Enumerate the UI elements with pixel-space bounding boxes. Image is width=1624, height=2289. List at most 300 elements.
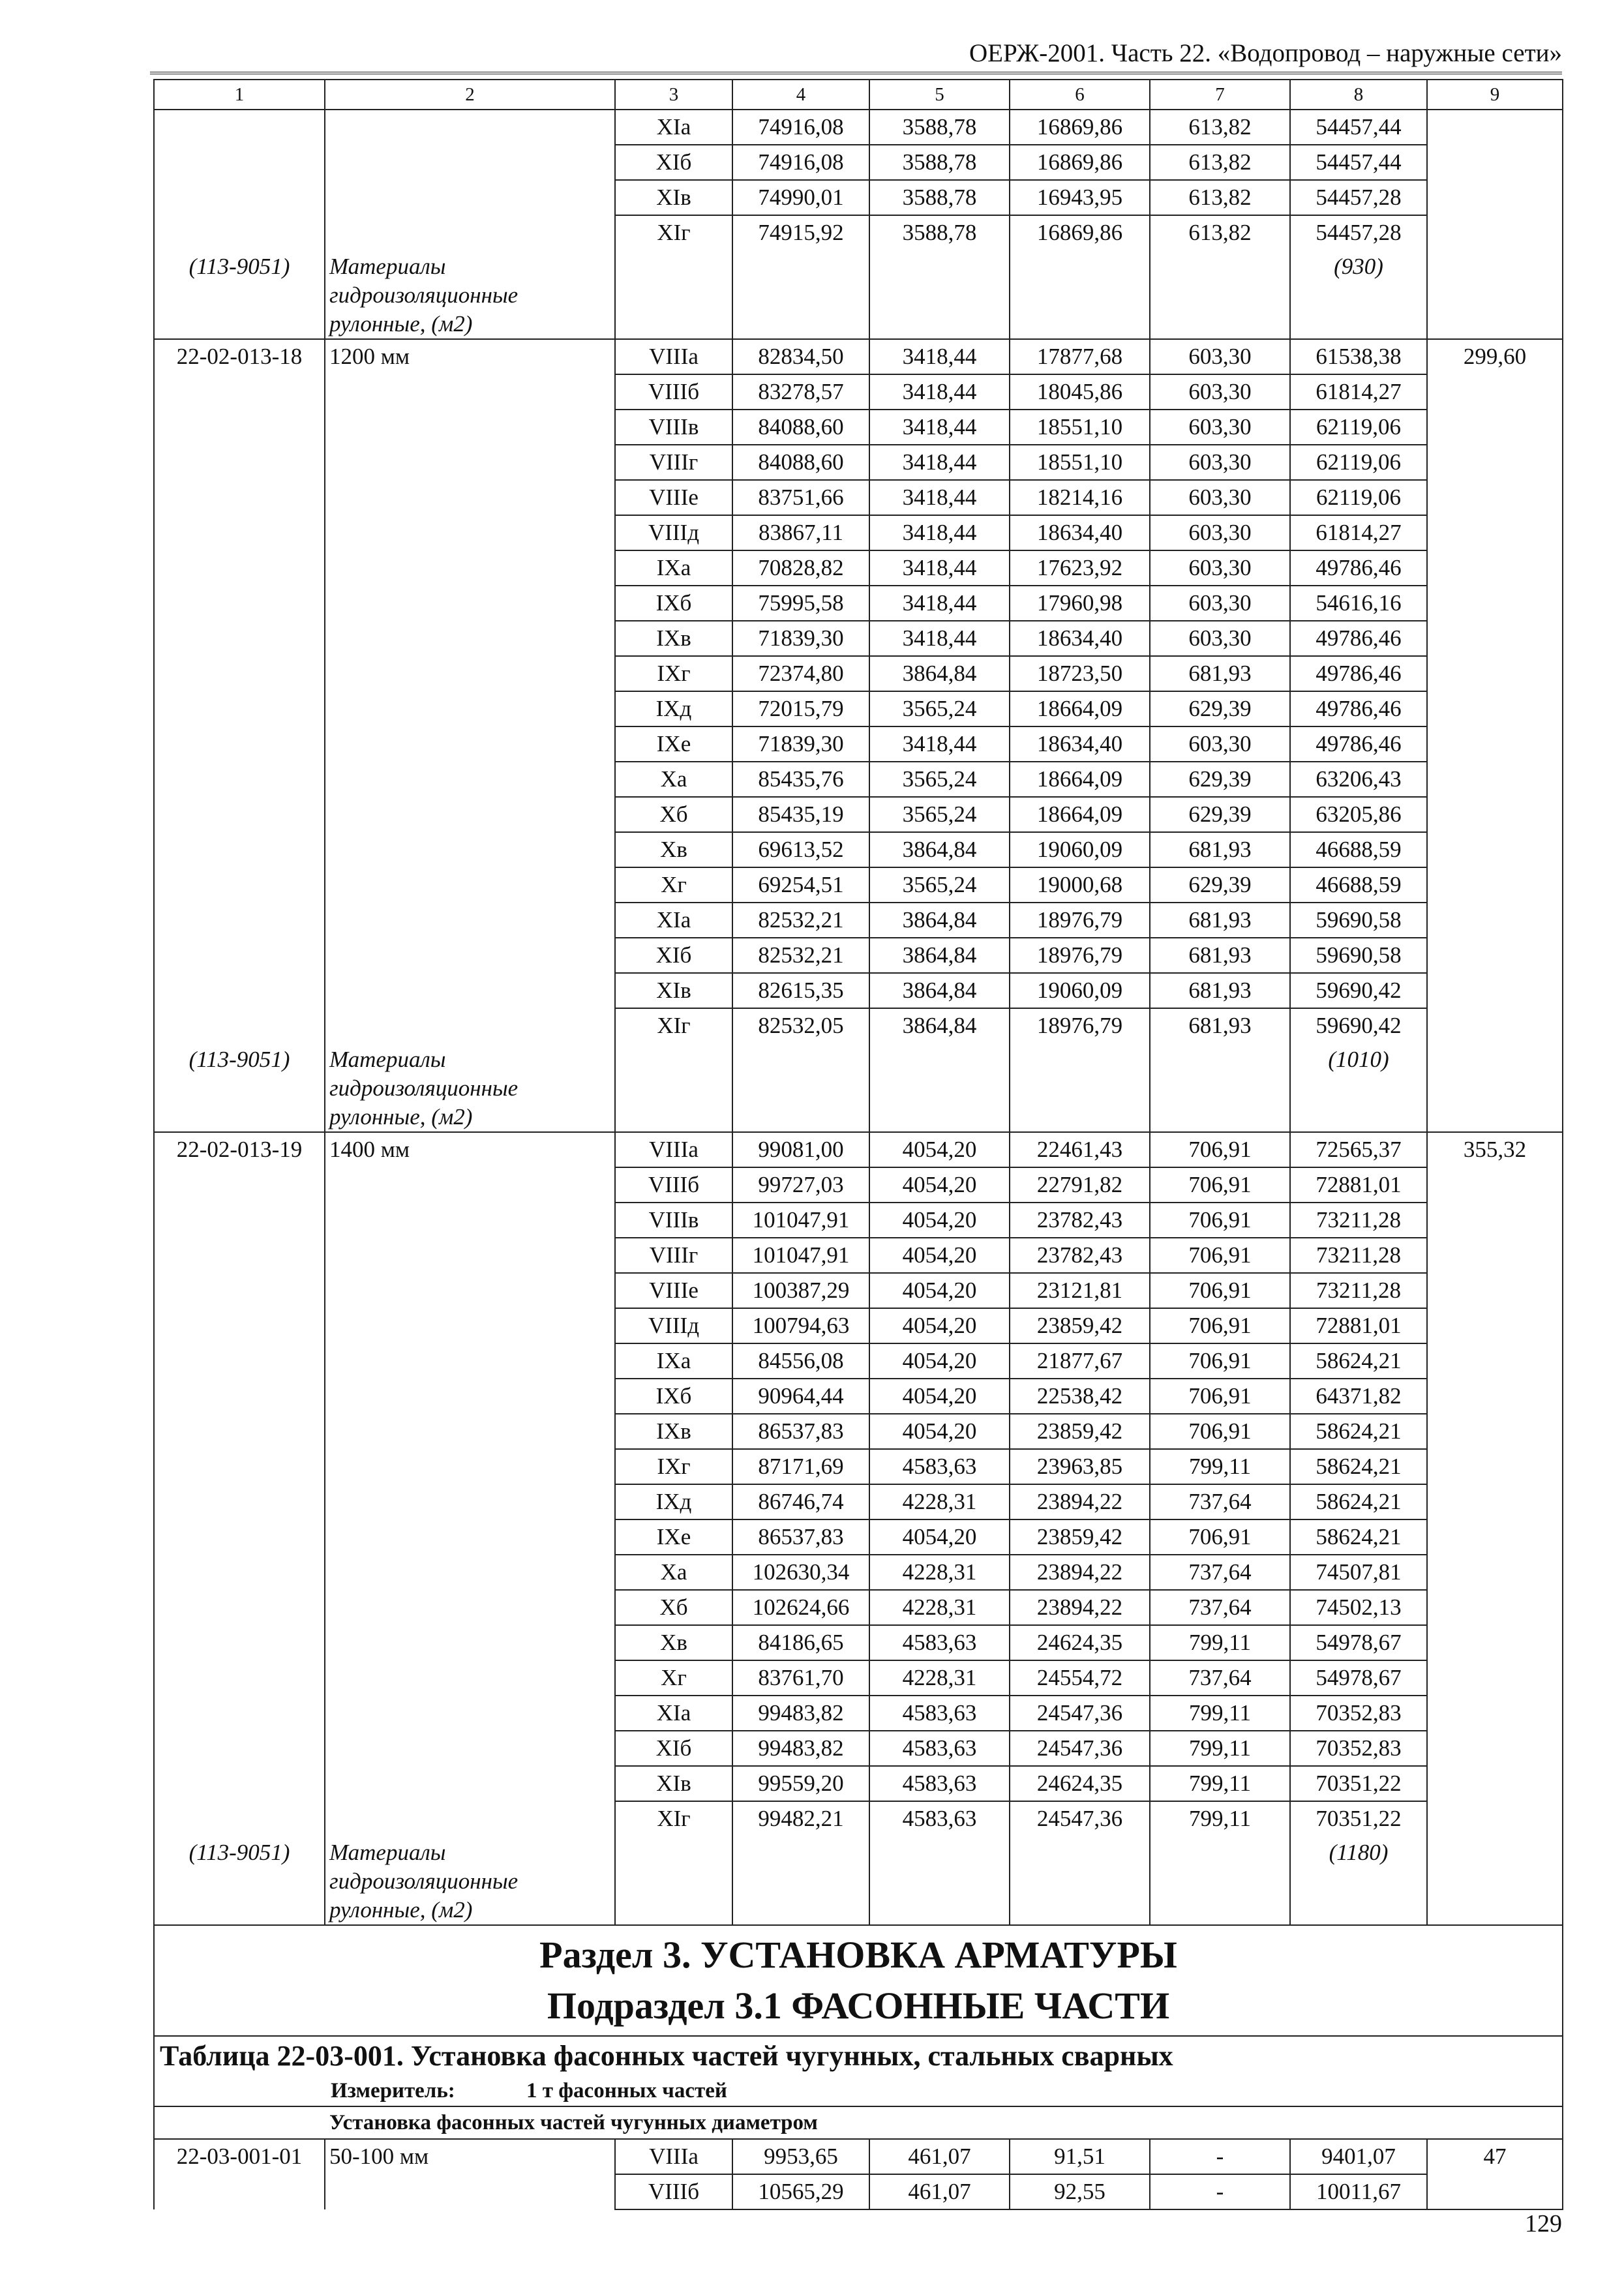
operator-wage: 706,91 xyxy=(1150,1167,1290,1203)
material-cost: 58624,21 xyxy=(1290,1343,1427,1379)
zone-code: VIIIд xyxy=(615,515,732,550)
operator-wage: 613,82 xyxy=(1150,215,1290,250)
column-number: 8 xyxy=(1290,80,1427,110)
labor-cost: 3864,84 xyxy=(869,903,1010,938)
material-cost: 72881,01 xyxy=(1290,1308,1427,1343)
table-title-row xyxy=(154,2036,1563,2106)
operator-wage: 629,39 xyxy=(1150,691,1290,726)
material-cost: 49786,46 xyxy=(1290,691,1427,726)
zone-code: VIIIа xyxy=(615,1132,732,1167)
direct-cost: 83751,66 xyxy=(732,480,869,515)
material-row xyxy=(154,250,1563,339)
material-cost: 72881,01 xyxy=(1290,1167,1427,1203)
machine-cost: 23782,43 xyxy=(1010,1238,1150,1273)
labor-cost: 4583,63 xyxy=(869,1449,1010,1484)
zone-code: IXа xyxy=(615,1343,732,1379)
material-cost: 46688,59 xyxy=(1290,832,1427,867)
zone-code: XIг xyxy=(615,1008,732,1043)
zone-code: IXе xyxy=(615,726,732,762)
machine-cost: 18634,40 xyxy=(1010,515,1150,550)
direct-cost: 82834,50 xyxy=(732,339,869,374)
direct-cost: 87171,69 xyxy=(732,1449,869,1484)
direct-cost: 84088,60 xyxy=(732,445,869,480)
labor-hours: 355,32 xyxy=(1427,1132,1563,1925)
column-number: 9 xyxy=(1427,80,1563,110)
empty-cell xyxy=(732,250,869,339)
operator-wage: 681,93 xyxy=(1150,938,1290,973)
material-cost: 70351,22 xyxy=(1290,1766,1427,1801)
column-number: 2 xyxy=(325,80,615,110)
machine-cost: 23859,42 xyxy=(1010,1414,1150,1449)
machine-cost: 23859,42 xyxy=(1010,1308,1150,1343)
zone-code: IXе xyxy=(615,1519,732,1555)
column-number: 7 xyxy=(1150,80,1290,110)
material-cost: 64371,82 xyxy=(1290,1379,1427,1414)
zone-code: Xг xyxy=(615,867,732,903)
machine-cost: 19060,09 xyxy=(1010,832,1150,867)
subsection-title-text: Подраздел 3.1 ФАСОННЫЕ ЧАСТИ xyxy=(547,1984,1170,2027)
machine-cost: 24554,72 xyxy=(1010,1660,1150,1696)
zone-code: XIв xyxy=(615,1766,732,1801)
operator-wage: 681,93 xyxy=(1150,973,1290,1008)
zone-code: IXб xyxy=(615,1379,732,1414)
direct-cost: 82532,21 xyxy=(732,903,869,938)
rate-code: 22-03-001-01 xyxy=(154,2139,325,2209)
zone-code: Xв xyxy=(615,1625,732,1660)
empty-cell xyxy=(869,1043,1010,1132)
direct-cost: 82615,35 xyxy=(732,973,869,1008)
labor-hours: 299,60 xyxy=(1427,339,1563,1132)
machine-cost: 22538,42 xyxy=(1010,1379,1150,1414)
labor-cost: 3418,44 xyxy=(869,410,1010,445)
empty-cell xyxy=(1010,1043,1150,1132)
table-title-cell xyxy=(154,2036,1563,2106)
page-number: 129 xyxy=(1525,2210,1562,2237)
empty-cell xyxy=(1010,250,1150,339)
material-code: (113-9051) xyxy=(154,1043,325,1132)
operator-wage: 603,30 xyxy=(1150,339,1290,374)
direct-cost: 82532,05 xyxy=(732,1008,869,1043)
zone-code: XIб xyxy=(615,1731,732,1766)
direct-cost: 70828,82 xyxy=(732,550,869,586)
material-cost: 70352,83 xyxy=(1290,1731,1427,1766)
zone-code: Xб xyxy=(615,797,732,832)
machine-cost: 23963,85 xyxy=(1010,1449,1150,1484)
operator-wage: 799,11 xyxy=(1150,1766,1290,1801)
machine-cost: 18664,09 xyxy=(1010,691,1150,726)
machine-cost: 18664,09 xyxy=(1010,797,1150,832)
labor-cost: 4583,63 xyxy=(869,1625,1010,1660)
zone-code: VIIIе xyxy=(615,1273,732,1308)
material-cost: 54616,16 xyxy=(1290,586,1427,621)
labor-cost: 4583,63 xyxy=(869,1696,1010,1731)
zone-code: VIIIа xyxy=(615,339,732,374)
zone-code: IXб xyxy=(615,586,732,621)
direct-cost: 72374,80 xyxy=(732,656,869,691)
material-cost: 61538,38 xyxy=(1290,339,1427,374)
labor-cost: 4054,20 xyxy=(869,1167,1010,1203)
operator-wage: 737,64 xyxy=(1150,1484,1290,1519)
zone-code: XIа xyxy=(615,903,732,938)
labor-cost: 3418,44 xyxy=(869,726,1010,762)
material-cost: 59690,58 xyxy=(1290,903,1427,938)
material-cost: 54978,67 xyxy=(1290,1660,1427,1696)
material-cost: 74507,81 xyxy=(1290,1555,1427,1590)
rate-name: 1400 мм xyxy=(325,1132,615,1836)
labor-cost: 3418,44 xyxy=(869,550,1010,586)
material-cost: 58624,21 xyxy=(1290,1449,1427,1484)
machine-cost: 24547,36 xyxy=(1010,1801,1150,1836)
material-cost: 58624,21 xyxy=(1290,1484,1427,1519)
zone-code: Xг xyxy=(615,1660,732,1696)
material-cost: 59690,42 xyxy=(1290,1008,1427,1043)
operator-wage: 681,93 xyxy=(1150,903,1290,938)
column-number: 6 xyxy=(1010,80,1150,110)
labor-cost: 4583,63 xyxy=(869,1801,1010,1836)
machine-cost: 23894,22 xyxy=(1010,1555,1150,1590)
material-cost: 58624,21 xyxy=(1290,1519,1427,1555)
direct-cost: 74916,08 xyxy=(732,110,869,145)
operator-wage: 603,30 xyxy=(1150,726,1290,762)
machine-cost: 16943,95 xyxy=(1010,180,1150,215)
section-title xyxy=(154,1925,1563,2036)
operator-wage: 603,30 xyxy=(1150,374,1290,410)
material-cost: 59690,42 xyxy=(1290,973,1427,1008)
direct-cost: 74990,01 xyxy=(732,180,869,215)
machine-cost: 18634,40 xyxy=(1010,726,1150,762)
operator-wage: 681,93 xyxy=(1150,832,1290,867)
labor-cost: 461,07 xyxy=(869,2174,1010,2209)
operator-wage: 706,91 xyxy=(1150,1414,1290,1449)
material-name: Материалы гидроизоляционные рулонные, (м2) xyxy=(325,1043,615,1132)
direct-cost: 71839,30 xyxy=(732,621,869,656)
labor-cost: 4054,20 xyxy=(869,1273,1010,1308)
material-cost: 73211,28 xyxy=(1290,1203,1427,1238)
empty-cell xyxy=(869,1836,1010,1925)
rates-table-container xyxy=(153,79,1562,2210)
material-row xyxy=(154,1836,1563,1925)
zone-code: Xа xyxy=(615,762,732,797)
labor-cost: 4054,20 xyxy=(869,1414,1010,1449)
direct-cost: 82532,21 xyxy=(732,938,869,973)
empty-cell xyxy=(615,1836,732,1925)
machine-cost: 24547,36 xyxy=(1010,1696,1150,1731)
labor-cost: 3864,84 xyxy=(869,656,1010,691)
machine-cost: 16869,86 xyxy=(1010,110,1150,145)
empty-cell xyxy=(1010,1836,1150,1925)
rates-table xyxy=(153,79,1563,2210)
operator-wage: 706,91 xyxy=(1150,1238,1290,1273)
machine-cost: 17960,98 xyxy=(1010,586,1150,621)
machine-cost: 16869,86 xyxy=(1010,145,1150,180)
operator-wage: 799,11 xyxy=(1150,1449,1290,1484)
zone-code: XIв xyxy=(615,180,732,215)
machine-cost: 92,55 xyxy=(1010,2174,1150,2209)
zone-code: Xб xyxy=(615,1590,732,1625)
material-quantity: (1010) xyxy=(1290,1043,1427,1132)
material-code: (113-9051) xyxy=(154,250,325,339)
labor-cost: 461,07 xyxy=(869,2139,1010,2174)
zone-code: Xв xyxy=(615,832,732,867)
rate-code xyxy=(154,110,325,250)
machine-cost: 23782,43 xyxy=(1010,1203,1150,1238)
zone-code: VIIIб xyxy=(615,374,732,410)
zone-code: XIг xyxy=(615,215,732,250)
labor-cost: 3864,84 xyxy=(869,938,1010,973)
machine-cost: 21877,67 xyxy=(1010,1343,1150,1379)
direct-cost: 84186,65 xyxy=(732,1625,869,1660)
operator-wage: 603,30 xyxy=(1150,445,1290,480)
direct-cost: 99483,82 xyxy=(732,1731,869,1766)
column-number: 3 xyxy=(615,80,732,110)
labor-cost: 4054,20 xyxy=(869,1132,1010,1167)
labor-cost: 3864,84 xyxy=(869,832,1010,867)
operator-wage: 603,30 xyxy=(1150,515,1290,550)
rate-code: 22-02-013-19 xyxy=(154,1132,325,1836)
operator-wage: 629,39 xyxy=(1150,867,1290,903)
zone-code: VIIIб xyxy=(615,1167,732,1203)
labor-cost: 4054,20 xyxy=(869,1343,1010,1379)
material-cost: 58624,21 xyxy=(1290,1414,1427,1449)
labor-cost: 3588,78 xyxy=(869,215,1010,250)
machine-cost: 18976,79 xyxy=(1010,938,1150,973)
direct-cost: 85435,76 xyxy=(732,762,869,797)
machine-cost: 18214,16 xyxy=(1010,480,1150,515)
empty-cell xyxy=(732,1836,869,1925)
material-cost: 54457,44 xyxy=(1290,145,1427,180)
operator-wage: 603,30 xyxy=(1150,550,1290,586)
zone-code: IXд xyxy=(615,691,732,726)
section-title-row xyxy=(154,1925,1563,2036)
labor-cost: 3864,84 xyxy=(869,1008,1010,1043)
material-quantity: (930) xyxy=(1290,250,1427,339)
direct-cost: 9953,65 xyxy=(732,2139,869,2174)
machine-cost: 18723,50 xyxy=(1010,656,1150,691)
operator-wage: 613,82 xyxy=(1150,110,1290,145)
zone-code: VIIIе xyxy=(615,480,732,515)
direct-cost: 74916,08 xyxy=(732,145,869,180)
table-row xyxy=(154,1132,1563,1167)
direct-cost: 99727,03 xyxy=(732,1167,869,1203)
column-number: 4 xyxy=(732,80,869,110)
rate-name xyxy=(325,110,615,250)
labor-cost: 4583,63 xyxy=(869,1766,1010,1801)
material-cost: 74502,13 xyxy=(1290,1590,1427,1625)
material-name: Материалы гидроизоляционные рулонные, (м2) xyxy=(325,250,615,339)
material-cost: 59690,58 xyxy=(1290,938,1427,973)
measure-line xyxy=(160,2076,1558,2106)
operator-wage: 737,64 xyxy=(1150,1660,1290,1696)
material-cost: 70351,22 xyxy=(1290,1801,1427,1836)
material-code: (113-9051) xyxy=(154,1836,325,1925)
labor-cost: 4054,20 xyxy=(869,1238,1010,1273)
labor-cost: 3418,44 xyxy=(869,445,1010,480)
zone-code: VIIIг xyxy=(615,445,732,480)
operator-wage: 613,82 xyxy=(1150,180,1290,215)
operator-wage: 613,82 xyxy=(1150,145,1290,180)
machine-cost: 19060,09 xyxy=(1010,973,1150,1008)
labor-cost: 4054,20 xyxy=(869,1379,1010,1414)
material-cost: 61814,27 xyxy=(1290,374,1427,410)
material-cost: 62119,06 xyxy=(1290,410,1427,445)
empty-cell xyxy=(869,250,1010,339)
operator-wage: 737,64 xyxy=(1150,1555,1290,1590)
machine-cost: 18551,10 xyxy=(1010,410,1150,445)
zone-code: IXд xyxy=(615,1484,732,1519)
material-cost: 54457,28 xyxy=(1290,215,1427,250)
operator-wage: - xyxy=(1150,2139,1290,2174)
operator-wage: 681,93 xyxy=(1150,1008,1290,1043)
operator-wage: 706,91 xyxy=(1150,1343,1290,1379)
material-cost: 49786,46 xyxy=(1290,726,1427,762)
direct-cost: 69254,51 xyxy=(732,867,869,903)
labor-cost: 4228,31 xyxy=(869,1660,1010,1696)
direct-cost: 102630,34 xyxy=(732,1555,869,1590)
zone-code: XIг xyxy=(615,1801,732,1836)
zone-code: IXв xyxy=(615,1414,732,1449)
material-row xyxy=(154,1043,1563,1132)
zone-code: VIIIв xyxy=(615,410,732,445)
material-cost: 46688,59 xyxy=(1290,867,1427,903)
operator-wage: 799,11 xyxy=(1150,1625,1290,1660)
zone-code: XIв xyxy=(615,973,732,1008)
zone-code: VIIIв xyxy=(615,1203,732,1238)
material-cost: 10011,67 xyxy=(1290,2174,1427,2209)
labor-cost: 4228,31 xyxy=(869,1590,1010,1625)
empty-cell xyxy=(615,1043,732,1132)
zone-code: Xа xyxy=(615,1555,732,1590)
labor-cost: 3418,44 xyxy=(869,339,1010,374)
machine-cost: 22791,82 xyxy=(1010,1167,1150,1203)
labor-cost: 3565,24 xyxy=(869,867,1010,903)
zone-code: VIIIб xyxy=(615,2174,732,2209)
machine-cost: 24547,36 xyxy=(1010,1731,1150,1766)
operator-wage: 706,91 xyxy=(1150,1519,1290,1555)
page-header: ОЕРЖ-2001. Часть 22. «Водопровод – наружные сети» xyxy=(150,33,1562,74)
empty-cell xyxy=(615,250,732,339)
labor-cost: 3418,44 xyxy=(869,374,1010,410)
operator-wage: 706,91 xyxy=(1150,1203,1290,1238)
direct-cost: 75995,58 xyxy=(732,586,869,621)
material-cost: 54978,67 xyxy=(1290,1625,1427,1660)
direct-cost: 100387,29 xyxy=(732,1273,869,1308)
material-cost: 62119,06 xyxy=(1290,445,1427,480)
column-number-row xyxy=(154,80,1563,110)
direct-cost: 86746,74 xyxy=(732,1484,869,1519)
subheading: Установка фасонных частей чугунных диаметром xyxy=(154,2106,1563,2139)
operator-wage: 603,30 xyxy=(1150,410,1290,445)
empty-cell xyxy=(1150,250,1290,339)
labor-cost: 4583,63 xyxy=(869,1731,1010,1766)
machine-cost: 17877,68 xyxy=(1010,339,1150,374)
machine-cost: 18634,40 xyxy=(1010,621,1150,656)
material-cost: 70352,83 xyxy=(1290,1696,1427,1731)
labor-cost: 3864,84 xyxy=(869,973,1010,1008)
direct-cost: 83867,11 xyxy=(732,515,869,550)
direct-cost: 74915,92 xyxy=(732,215,869,250)
column-number: 1 xyxy=(154,80,325,110)
material-cost: 63206,43 xyxy=(1290,762,1427,797)
table-row xyxy=(154,2139,1563,2174)
direct-cost: 72015,79 xyxy=(732,691,869,726)
zone-code: XIа xyxy=(615,1696,732,1731)
labor-cost: 3418,44 xyxy=(869,515,1010,550)
table-row xyxy=(154,110,1563,145)
direct-cost: 90964,44 xyxy=(732,1379,869,1414)
machine-cost: 18976,79 xyxy=(1010,1008,1150,1043)
zone-code: XIб xyxy=(615,145,732,180)
material-name: Материалы гидроизоляционные рулонные, (м2) xyxy=(325,1836,615,1925)
operator-wage: 681,93 xyxy=(1150,656,1290,691)
machine-cost: 19000,68 xyxy=(1010,867,1150,903)
direct-cost: 99482,21 xyxy=(732,1801,869,1836)
section-title-text: Раздел 3. УСТАНОВКА АРМАТУРЫ xyxy=(539,1934,1177,1976)
machine-cost: 23894,22 xyxy=(1010,1484,1150,1519)
operator-wage: 706,91 xyxy=(1150,1308,1290,1343)
direct-cost: 69613,52 xyxy=(732,832,869,867)
labor-cost: 3588,78 xyxy=(869,110,1010,145)
direct-cost: 101047,91 xyxy=(732,1203,869,1238)
material-cost: 54457,44 xyxy=(1290,110,1427,145)
operator-wage: 706,91 xyxy=(1150,1132,1290,1167)
labor-cost: 4054,20 xyxy=(869,1203,1010,1238)
direct-cost: 99483,82 xyxy=(732,1696,869,1731)
material-cost: 54457,28 xyxy=(1290,180,1427,215)
operator-wage: 629,39 xyxy=(1150,797,1290,832)
direct-cost: 102624,66 xyxy=(732,1590,869,1625)
direct-cost: 71839,30 xyxy=(732,726,869,762)
direct-cost: 86537,83 xyxy=(732,1519,869,1555)
material-cost: 49786,46 xyxy=(1290,621,1427,656)
operator-wage: 706,91 xyxy=(1150,1273,1290,1308)
labor-cost: 4228,31 xyxy=(869,1555,1010,1590)
labor-cost: 4054,20 xyxy=(869,1519,1010,1555)
labor-cost: 3565,24 xyxy=(869,691,1010,726)
zone-code: IXг xyxy=(615,1449,732,1484)
zone-code: XIб xyxy=(615,938,732,973)
operator-wage: 737,64 xyxy=(1150,1590,1290,1625)
subheading-row xyxy=(154,2106,1563,2139)
machine-cost: 22461,43 xyxy=(1010,1132,1150,1167)
material-cost: 9401,07 xyxy=(1290,2139,1427,2174)
machine-cost: 24624,35 xyxy=(1010,1625,1150,1660)
empty-cell xyxy=(1150,1043,1290,1132)
operator-wage: 629,39 xyxy=(1150,762,1290,797)
labor-cost: 3565,24 xyxy=(869,762,1010,797)
machine-cost: 18976,79 xyxy=(1010,903,1150,938)
machine-cost: 16869,86 xyxy=(1010,215,1150,250)
material-cost: 49786,46 xyxy=(1290,550,1427,586)
direct-cost: 83278,57 xyxy=(732,374,869,410)
zone-code: XIа xyxy=(615,110,732,145)
direct-cost: 100794,63 xyxy=(732,1308,869,1343)
direct-cost: 85435,19 xyxy=(732,797,869,832)
rate-name: 50-100 мм xyxy=(325,2139,615,2209)
zone-code: IXв xyxy=(615,621,732,656)
operator-wage: 799,11 xyxy=(1150,1696,1290,1731)
labor-cost: 3418,44 xyxy=(869,586,1010,621)
zone-code: VIIIг xyxy=(615,1238,732,1273)
direct-cost: 84556,08 xyxy=(732,1343,869,1379)
direct-cost: 10565,29 xyxy=(732,2174,869,2209)
machine-cost: 23894,22 xyxy=(1010,1590,1150,1625)
operator-wage: 799,11 xyxy=(1150,1731,1290,1766)
labor-cost: 3588,78 xyxy=(869,145,1010,180)
direct-cost: 99081,00 xyxy=(732,1132,869,1167)
empty-cell xyxy=(732,1043,869,1132)
operator-wage: - xyxy=(1150,2174,1290,2209)
direct-cost: 99559,20 xyxy=(732,1766,869,1801)
